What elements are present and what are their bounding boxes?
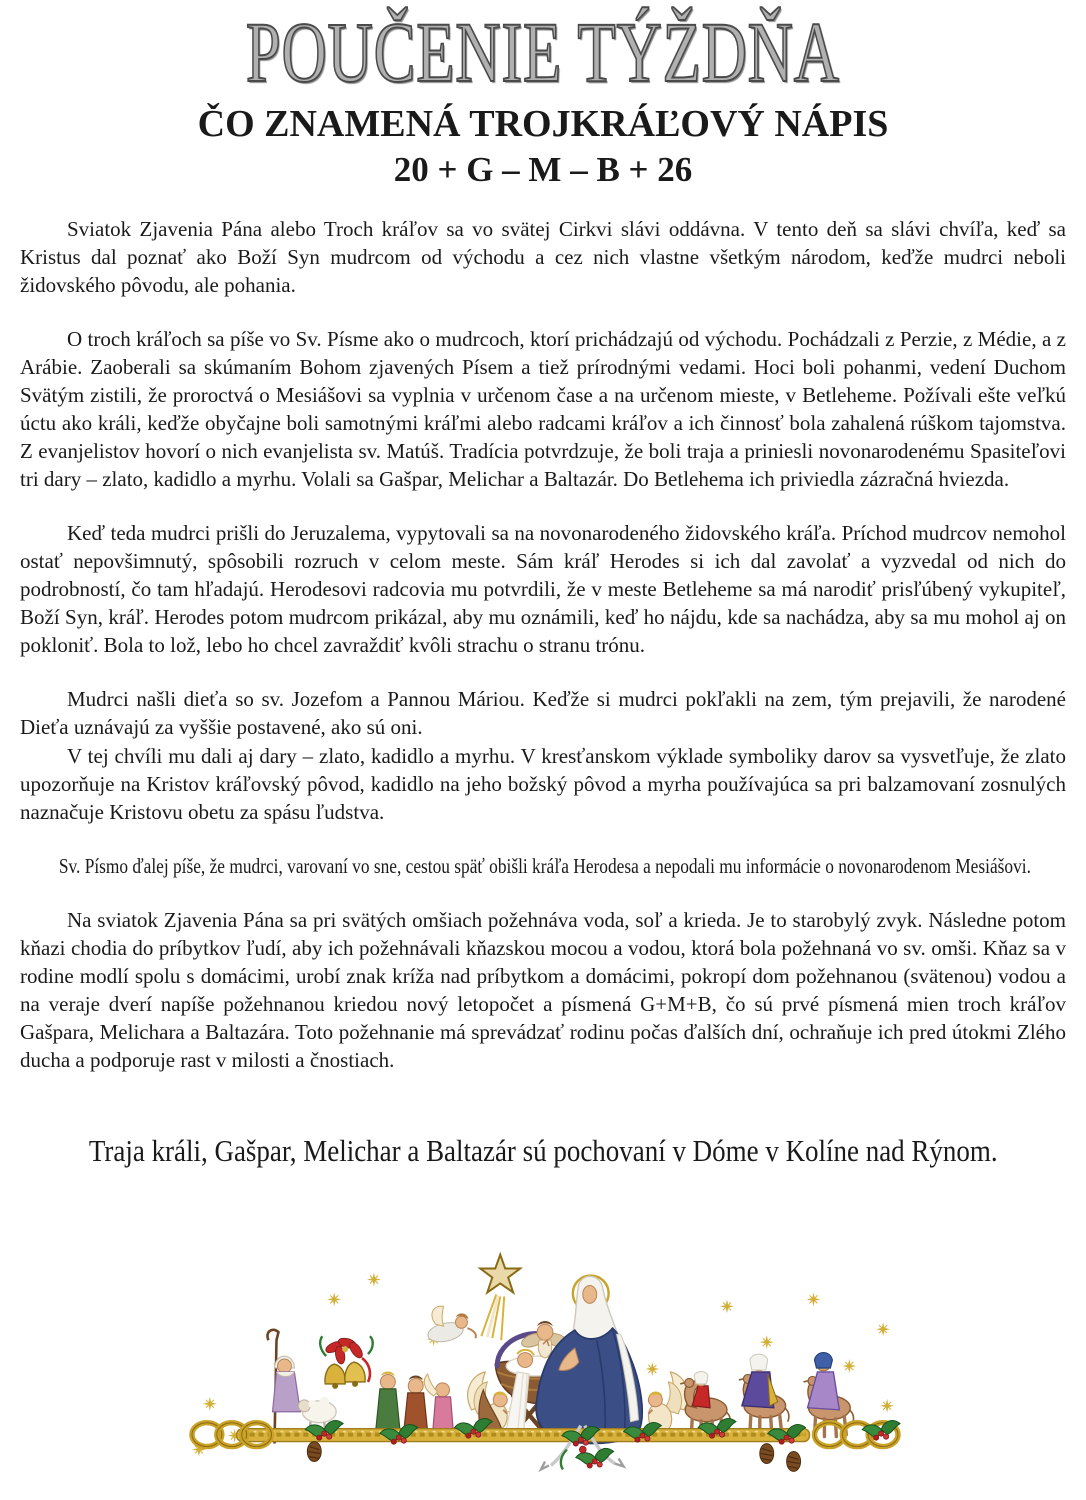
- bethlehem-star-icon: [480, 1254, 520, 1340]
- flying-angel-icon: [426, 1306, 476, 1345]
- closing-line: [20, 1132, 1066, 1169]
- paragraph-house-blessing: Na sviatok Zjavenia Pána sa pri svätých omšiach požehnáva voda, soľ a krieda. Je to starobylý zvyk. Následne potom kňazi chodia do príbytkov ľudí, aby ich požehnávali kňazskou mocou a vodou, ktorá bola požehnaná vo sv. omši. Kňaz sa v rodine modlí spolu s domácimi, urobí znak kríža nad príbytkom a domácimi, pokropí dom požehnanou (svätenou) vodou a na veraje dverí napíše požehnanou kriedou nový letopočet a písmená G+M+B, čo sú prvé písmená mien troch kráľov Gašpara, Melichara a Baltazára. Toto požehnanie má sprevádzať rodinu počas ďalších dní, ochraňuje ich pred útokmi Zlého ducha a podporuje rast v milosti a čnostiach.: [20, 908, 1066, 1073]
- children-figures-icon: [376, 1371, 454, 1433]
- christmas-bells-icon: [320, 1336, 373, 1389]
- paragraph-three-kings-origin: O troch kráľoch sa píše vo Sv. Písme ako o mudrcoch, ktorí prichádzajú od východu. Pochádzali z Perzie, z Médie, a z Arábie. Zaoberali sa skúmaním Bohom zjavených Písem a tiež prírodnými vedami. Hoci boli pohanmi, vedení Duchom Svätým zistili, že proroctvá o Mesiášovi sa vyplnia v určenom čase a na určenom mieste, v Betleheme. Požívali ešte veľkú úctu ako králi, keďže obyčajne boli samotnými kráľmi alebo radcami kráľov a ich činnosť bola zahalená rúškom tajomstva. Z evanjelistov hovorí o nich evanjelista sv. Matúš. Tradícia potvrdzuje, že boli traja a priniesli novonarodenému Spasiteľovi tri dary – zlato, kadidlo a myrhu. Volali sa Gašpar, Melichar a Baltazár. Do Betlehema ich priviedla zázračná hviezda.: [20, 327, 1066, 492]
- page-subtitle: ČO ZNAMENÁ TROJKRÁĽOVÝ NÁPIS: [197, 103, 889, 146]
- kneeling-angel-right-icon: [648, 1372, 688, 1431]
- nativity-scene-image: [20, 1244, 1066, 1497]
- paragraph-feast-of-epiphany: Sviatok Zjavenia Pána alebo Troch kráľov sa vo svätej Cirkvi slávi oddávna. V tento deň sa slávi chvíľa, keď sa Kristus dal poznať ako Boží Syn mudrcom od východu a cez nich vlastne všetkým národom, keďže mudrci neboli židovského pôvodu, ale pohania.: [20, 217, 1066, 298]
- paragraph-gifts-symbolism: V tej chvíli mu dali aj dary – zlato, kadidlo a myrhu. V kresťanskom výklade symboliky darov sa vysvetľuje, že zlato upozorňuje na Kristov kráľovský pôvod, kadidlo na jeho božský pôvod a myrha používajúca sa pri balzamovaní zosnulých naznačuje Kristovu obetu za spásu ľudstva.: [20, 744, 1066, 825]
- article-body: [20, 215, 1066, 1074]
- nativity-scene-svg: [185, 1244, 901, 1492]
- closing-line-text: Traja králi, Gašpar, Melichar a Baltazár sú pochovaní v Dóme v Kolíne nad Rýnom.: [88, 1133, 998, 1169]
- page-header: [20, 4, 1066, 190]
- page-title: [20, 4, 1066, 100]
- paragraph-warned-in-dream: Sv. Písmo ďalej píše, že mudrci, varovaní vo sne, cestou späť obišli kráľa Herodesa a nepodali mu informácie o novonarodenom Mesiášovi.: [58, 854, 1031, 879]
- virgin-mary-icon: [536, 1275, 642, 1443]
- paragraph-magi-found-child: Mudrci našli dieťa so sv. Jozefom a Pannou Máriou. Keďže si mudrci pokľakli na zem, tým prejavili, že narodené Dieťa uznávajú za vyššie postavené, ako sú oni.: [20, 687, 1066, 740]
- page-title-text: POUČENIE TÝŽDŇA: [246, 4, 840, 100]
- shepherd-icon: [267, 1329, 300, 1443]
- paragraph-jerusalem-herod: Keď teda mudrci prišli do Jeruzalema, vypytovali sa na novonarodeného židovského kráľa. Príchod mudrcov nemohol ostať nepovšimnutý, spôsobili rozruch v celom meste. Sám kráľ Herodes si ich dal zavolať a vyzvedal od nich do podrobností, čo tam hľadajú. Herodesovi radcovia mu potvrdili, že v meste Betleheme sa má narodiť prisľúbený vykupiteľ, Boží Syn, kráľ. Herodes potom mudrcom prikázal, aby mu oznámili, keď ho nájdu, kde sa nachádza, aby sa mu mohol aj on pokloniť. Bola to lož, lebo ho chcel zavraždiť kvôli strachu o stranu trónu.: [20, 521, 1066, 658]
- epiphany-inscription: 20 + G – M – B + 26: [393, 150, 693, 190]
